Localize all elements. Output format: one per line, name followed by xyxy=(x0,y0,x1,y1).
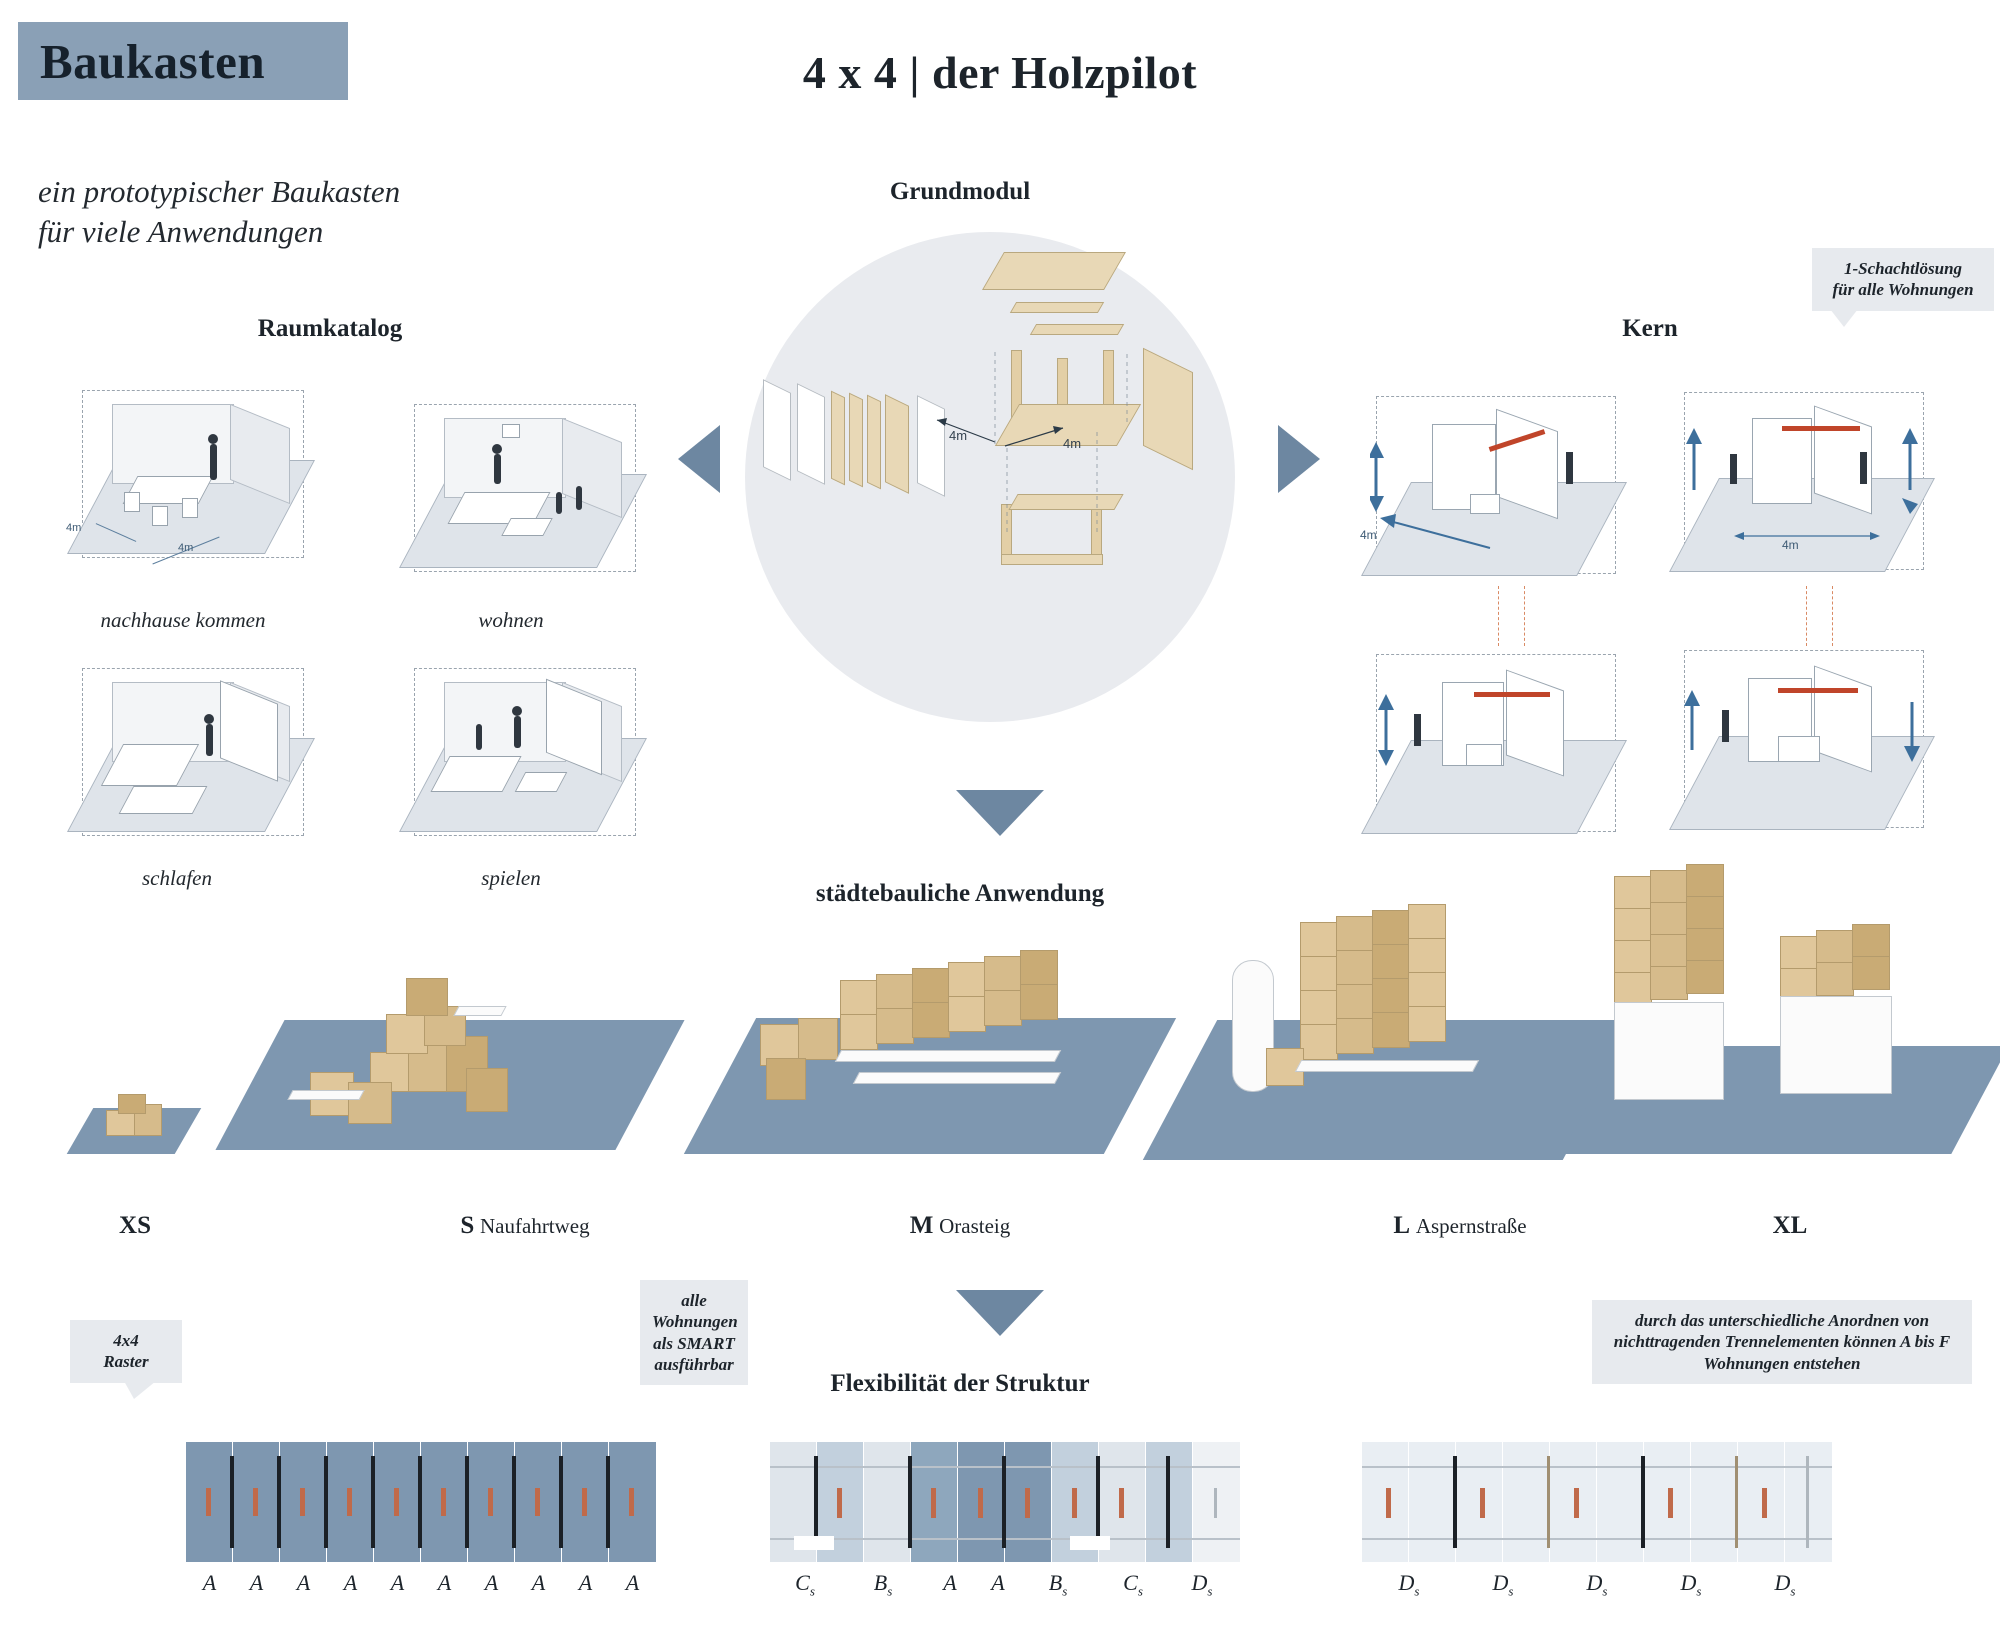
urban-cube xyxy=(1614,972,1652,1006)
flex-wall-grey xyxy=(1214,1488,1217,1518)
flex-wall-black xyxy=(814,1456,818,1548)
room-tile-spielen xyxy=(410,660,640,850)
urban-cube xyxy=(1372,910,1410,946)
urban-label-xl xyxy=(1700,1212,1880,1240)
urban-cube xyxy=(386,1014,428,1054)
subtitle-line-1: ein prototypischer Baukasten xyxy=(38,174,401,209)
shaft-connector-2 xyxy=(1524,586,1525,646)
flex-wall-orange xyxy=(931,1488,936,1518)
grundmodul-dim-left: 4m xyxy=(949,428,968,443)
flex-label: A xyxy=(249,1570,264,1595)
heading-flexibilitaet: Flexibilität der Struktur xyxy=(830,1370,1090,1397)
room-person-2-head xyxy=(512,706,522,716)
urban-cube xyxy=(984,990,1022,1026)
flex-wall-black xyxy=(606,1456,610,1548)
urban-cube xyxy=(948,962,986,998)
flex-cell xyxy=(1597,1442,1644,1562)
flex-wall-black xyxy=(1453,1456,1457,1548)
urban-cube xyxy=(1816,962,1854,996)
urban-name-m: Orasteig xyxy=(939,1214,1011,1238)
room-rug xyxy=(119,786,208,814)
flex-grid-a xyxy=(186,1442,656,1562)
flex-label: $D_s$ xyxy=(1492,1570,1514,1599)
flex-grid-c xyxy=(1362,1442,1832,1562)
room-lamp xyxy=(502,424,520,438)
flex-label: $C_s$ xyxy=(795,1570,815,1599)
urban-cube xyxy=(348,1082,392,1124)
kern-tile-bottom-left xyxy=(1370,648,1620,848)
urban-name-l: Aspernstraße xyxy=(1415,1214,1527,1238)
urban-size-s: S xyxy=(460,1212,475,1239)
urban-cube xyxy=(1686,864,1724,898)
arrow-down-icon-1 xyxy=(956,790,1044,836)
urban-cube xyxy=(1300,1024,1338,1060)
kern-arrows xyxy=(1370,390,1620,590)
room-person-3 xyxy=(576,486,582,510)
urban-cube xyxy=(1614,908,1652,942)
flex-label: A xyxy=(296,1570,311,1595)
urban-walkway xyxy=(1295,1060,1479,1072)
page-title: 4 x 4 | der Holzpilot xyxy=(802,47,1198,98)
room-dim-b: 4m xyxy=(178,542,194,554)
kern-dim-label-1: 4m xyxy=(1360,528,1377,542)
urban-cube xyxy=(1408,938,1446,974)
room-person-head xyxy=(204,714,214,724)
flex-grid-b xyxy=(770,1442,1240,1562)
room-tile-nachhause-kommen xyxy=(66,382,308,572)
flex-wall-orange xyxy=(629,1488,634,1516)
urban-cube xyxy=(876,974,914,1010)
callout-schacht-line-1: 1-Schachtlösung xyxy=(1843,259,1963,278)
callout-raster-line-2: Raster xyxy=(103,1352,149,1372)
room-caption-spielen: spielen xyxy=(481,866,541,890)
shaft-connector-1 xyxy=(1498,586,1499,646)
kern-tile-bottom-right xyxy=(1678,644,1928,844)
flex-wall-orange xyxy=(206,1488,211,1516)
flex-balcony xyxy=(1070,1536,1110,1550)
urban-cube xyxy=(1650,902,1688,936)
shaft-connector-3 xyxy=(1806,586,1807,646)
flex-gridline-h xyxy=(1362,1538,1832,1540)
callout-smart: alle Wohnungen als SMART ausführbar xyxy=(640,1280,748,1385)
urban-model-s xyxy=(250,940,670,1160)
urban-cube xyxy=(948,996,986,1032)
flex-labels-b xyxy=(770,1570,1240,1599)
kern-dim-label-2: 4m xyxy=(1782,538,1799,552)
flex-wall-orange xyxy=(300,1488,305,1516)
flex-wall-orange xyxy=(1072,1488,1077,1518)
flex-wall-black xyxy=(1166,1456,1170,1548)
flex-wall-black xyxy=(1002,1456,1006,1548)
flex-cell xyxy=(1409,1442,1456,1562)
urban-cube xyxy=(766,1058,806,1100)
flex-labels-c xyxy=(1362,1570,1832,1599)
flex-wall-orange xyxy=(978,1488,983,1518)
flex-wall-orange xyxy=(837,1488,842,1518)
urban-cube xyxy=(984,956,1022,992)
urban-walkway xyxy=(835,1050,1061,1062)
urban-size-m: M xyxy=(909,1212,934,1239)
flex-wall-brown xyxy=(1735,1456,1738,1548)
urban-model-xs xyxy=(80,1068,190,1158)
urban-cube xyxy=(406,978,448,1016)
flex-wall-black xyxy=(418,1456,422,1548)
flex-label: A xyxy=(991,1570,1005,1595)
urban-label-m xyxy=(830,1212,1090,1240)
flex-wall-orange xyxy=(1386,1488,1391,1518)
flex-wall-black xyxy=(277,1456,281,1548)
kern-arrows xyxy=(1370,648,1620,848)
urban-cube xyxy=(1408,904,1446,940)
flex-wall-black xyxy=(512,1456,516,1548)
callout-trennelemente: durch das unterschiedliche Anordnen von nichttragenden Trennelementen können A bis F Wohnungen entstehen xyxy=(1592,1300,1972,1384)
urban-cube xyxy=(1816,930,1854,964)
room-caption-wohnen: wohnen xyxy=(478,608,544,632)
urban-cube xyxy=(466,1068,508,1112)
urban-cube xyxy=(1372,944,1410,980)
flex-wall-black xyxy=(1641,1456,1645,1548)
flex-label: A xyxy=(484,1570,499,1595)
urban-cube xyxy=(1020,984,1058,1020)
callout-raster-line-1: 4x4 xyxy=(113,1331,139,1350)
grundmodul-dimension-arrows xyxy=(745,232,1235,722)
urban-cube xyxy=(1650,934,1688,968)
flex-cell xyxy=(1503,1442,1550,1562)
urban-cube xyxy=(1336,916,1374,952)
subtitle-line-2: für viele Anwendungen xyxy=(38,213,324,249)
flex-label: $B_s$ xyxy=(1048,1570,1068,1599)
flex-cell xyxy=(864,1442,911,1562)
flex-label: A xyxy=(202,1570,217,1595)
callout-raster xyxy=(70,1320,182,1383)
flex-wall-orange xyxy=(1574,1488,1579,1518)
flex-wall-black xyxy=(908,1456,912,1548)
room-tile-wohnen xyxy=(410,396,640,586)
room-caption-nachhause-kommen: nachhause kommen xyxy=(100,608,266,632)
room-person xyxy=(210,444,217,480)
urban-cube xyxy=(1614,940,1652,974)
arrow-right-icon xyxy=(1278,425,1320,493)
urban-cube xyxy=(1650,966,1688,1000)
subtitle xyxy=(38,172,598,251)
urban-cube xyxy=(1300,956,1338,992)
urban-cube xyxy=(1336,950,1374,986)
flex-wall-orange xyxy=(253,1488,258,1516)
kern-arrows xyxy=(1678,386,1928,586)
kern-tile-top-right xyxy=(1678,386,1928,586)
flex-gridline-h xyxy=(1362,1466,1832,1468)
urban-cube xyxy=(1408,972,1446,1008)
grundmodul-dim-right: 4m xyxy=(1063,436,1082,451)
urban-cube xyxy=(1408,1006,1446,1042)
arrow-left-icon xyxy=(678,425,720,493)
flex-label: $B_s$ xyxy=(873,1570,893,1599)
urban-cube xyxy=(1020,950,1058,986)
heading-raumkatalog: Raumkatalog xyxy=(257,315,403,342)
urban-base-block xyxy=(1614,1002,1724,1100)
flex-wall-orange xyxy=(394,1488,399,1516)
flex-label: $D_s$ xyxy=(1586,1570,1608,1599)
flex-label: $D_s$ xyxy=(1398,1570,1420,1599)
flex-wall-orange xyxy=(1119,1488,1124,1518)
arrow-down-icon-2 xyxy=(956,1290,1044,1336)
flex-wall-black xyxy=(465,1456,469,1548)
flex-label: $D_s$ xyxy=(1191,1570,1213,1599)
urban-terrace xyxy=(453,1006,506,1016)
urban-name-s: Naufahrtweg xyxy=(480,1214,590,1238)
flex-wall-black xyxy=(371,1456,375,1548)
urban-cube xyxy=(840,980,878,1016)
flex-wall-black xyxy=(1096,1456,1100,1548)
flex-wall-grey xyxy=(1806,1456,1809,1548)
urban-cube xyxy=(1686,928,1724,962)
urban-cube xyxy=(1852,924,1890,958)
flex-wall-orange xyxy=(1480,1488,1485,1518)
room-person xyxy=(206,724,213,756)
urban-cube xyxy=(1336,984,1374,1020)
room-person-head xyxy=(208,434,218,444)
urban-size-xs: XS xyxy=(119,1212,151,1239)
heading-staedtebauliche-anwendung: städtebauliche Anwendung xyxy=(815,880,1105,907)
urban-model-l xyxy=(1180,900,1620,1170)
urban-walkway xyxy=(853,1072,1061,1084)
urban-ground-plate xyxy=(684,1018,1176,1154)
urban-cube xyxy=(912,968,950,1004)
urban-cube xyxy=(1372,978,1410,1014)
callout-schachtloesung xyxy=(1812,248,1994,311)
flex-label: A xyxy=(437,1570,452,1595)
flex-cell xyxy=(1691,1442,1738,1562)
urban-cube xyxy=(1614,876,1652,910)
flex-wall-orange xyxy=(1668,1488,1673,1518)
room-person-1 xyxy=(494,454,501,484)
flex-labels-a xyxy=(186,1570,656,1596)
urban-cube xyxy=(1650,870,1688,904)
room-chair-1 xyxy=(124,492,140,512)
urban-cube xyxy=(1372,1012,1410,1048)
room-tile-schlafen xyxy=(78,660,308,850)
room-person-1-head xyxy=(492,444,502,454)
callout-schacht-line-2: für alle Wohnungen xyxy=(1832,280,1974,300)
urban-terrace xyxy=(287,1090,364,1100)
urban-cube xyxy=(1300,990,1338,1026)
urban-cube xyxy=(1686,896,1724,930)
urban-cube xyxy=(1780,936,1818,970)
flex-wall-orange xyxy=(488,1488,493,1516)
urban-cube xyxy=(1300,922,1338,958)
urban-model-m xyxy=(720,926,1160,1166)
urban-cube xyxy=(840,1014,878,1050)
flex-wall-black xyxy=(559,1456,563,1548)
urban-model-xl xyxy=(1590,876,1990,1176)
flex-label: A xyxy=(625,1570,640,1595)
shaft-connector-4 xyxy=(1832,586,1833,646)
flex-wall-black xyxy=(230,1456,234,1548)
urban-size-xl: XL xyxy=(1772,1212,1808,1239)
grundmodul-diagram xyxy=(745,232,1235,722)
urban-cube xyxy=(1852,956,1890,990)
urban-label-xs xyxy=(60,1212,210,1240)
urban-cube xyxy=(1686,960,1724,994)
urban-base-block xyxy=(1780,996,1892,1094)
kern-tile-top-left xyxy=(1360,390,1620,590)
heading-grundmodul: Grundmodul xyxy=(889,178,1031,205)
room-chair-3 xyxy=(152,506,168,526)
flex-wall-black xyxy=(324,1456,328,1548)
room-chair-2 xyxy=(182,498,198,518)
room-caption-schlafen: schlafen xyxy=(142,866,212,890)
room-person-2 xyxy=(556,492,562,514)
urban-size-l: L xyxy=(1393,1212,1411,1239)
flex-label: $D_s$ xyxy=(1680,1570,1702,1599)
urban-label-l xyxy=(1320,1212,1600,1240)
urban-label-s xyxy=(400,1212,650,1240)
badge-title-text: Baukasten xyxy=(40,33,266,89)
urban-cube xyxy=(912,1002,950,1038)
urban-cube xyxy=(1336,1018,1374,1054)
heading-kern: Kern xyxy=(1622,315,1678,342)
room-person-1 xyxy=(476,724,482,750)
kern-arrows xyxy=(1678,644,1928,844)
flex-label: A xyxy=(943,1570,957,1595)
flex-wall-orange xyxy=(535,1488,540,1516)
room-dim-a: 4m xyxy=(66,522,82,534)
flex-wall-orange xyxy=(441,1488,446,1516)
callout-tail xyxy=(1830,309,1858,327)
flex-label: $C_s$ xyxy=(1123,1570,1143,1599)
flex-label: A xyxy=(343,1570,358,1595)
flex-wall-orange xyxy=(1762,1488,1767,1518)
urban-cube xyxy=(118,1094,146,1114)
room-person-2 xyxy=(514,716,521,748)
callout-tail xyxy=(124,1381,156,1399)
flex-wall-orange xyxy=(1025,1488,1030,1518)
flex-wall-orange xyxy=(582,1488,587,1516)
urban-cube xyxy=(798,1018,838,1060)
flex-label: $D_s$ xyxy=(1774,1570,1796,1599)
flex-balcony xyxy=(794,1536,834,1550)
flex-label: A xyxy=(531,1570,546,1595)
flex-wall-brown xyxy=(1547,1456,1550,1548)
urban-cube xyxy=(876,1008,914,1044)
flex-wall-orange xyxy=(347,1488,352,1516)
flex-label: A xyxy=(578,1570,593,1595)
flex-label: A xyxy=(390,1570,405,1595)
